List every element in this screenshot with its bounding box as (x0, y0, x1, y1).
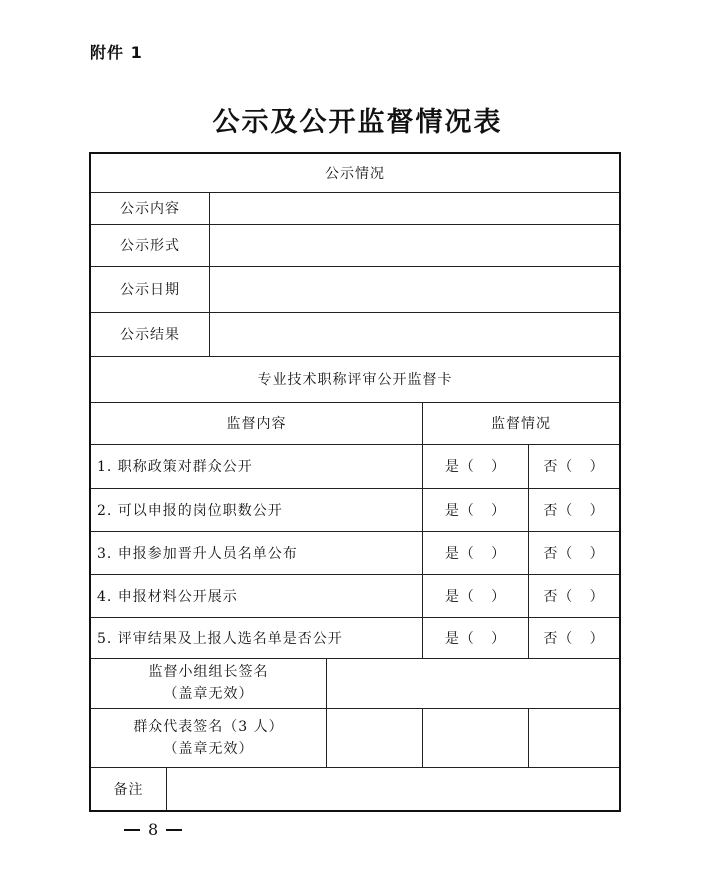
representative-signature-field-2[interactable] (423, 708, 528, 767)
yes-checkbox-5[interactable]: 是（ ） (444, 630, 507, 647)
publicity-result-field[interactable] (210, 312, 619, 356)
supervision-item-5: 5. 评审结果及上报人选名单是否公开 (97, 630, 343, 647)
publicity-date-field[interactable] (210, 266, 619, 312)
supervision-status-header: 监督情况 (491, 416, 551, 432)
page-number: 8 (148, 820, 159, 839)
publicity-content-label: 公示内容 (120, 201, 180, 217)
form-title: 公示及公开监督情况表 (212, 107, 503, 138)
supervision-item-4: 4. 申报材料公开展示 (97, 588, 238, 605)
yes-checkbox-4[interactable]: 是（ ） (444, 588, 507, 605)
publicity-content-field[interactable] (210, 192, 619, 224)
remarks-label: 备注 (113, 781, 144, 798)
publicity-section-title: 公示情况 (325, 166, 385, 182)
representative-signature-field-1[interactable] (327, 708, 422, 767)
yes-checkbox-1[interactable]: 是（ ） (444, 459, 507, 475)
leader-signature-field[interactable] (327, 658, 619, 708)
page-footer (124, 820, 182, 839)
no-checkbox-2[interactable]: 否（ ） (543, 502, 605, 519)
yes-checkbox-2[interactable]: 是（ ） (444, 502, 507, 519)
representative-signature-note: （盖章无效） (163, 740, 254, 757)
no-checkbox-5[interactable]: 否（ ） (543, 630, 605, 647)
publicity-form-field[interactable] (210, 224, 619, 266)
representative-signature-field-3[interactable] (529, 708, 619, 767)
supervision-content-header: 监督内容 (226, 416, 287, 432)
representative-signature-title: 群众代表签名（3 人） (133, 718, 284, 735)
supervision-item-2: 2. 可以申报的岗位职数公开 (97, 502, 283, 519)
supervision-card-title: 专业技术职称评审公开监督卡 (257, 372, 453, 388)
leader-signature-label (91, 658, 326, 708)
attachment-label: 附件 1 (90, 43, 143, 62)
representative-signature-label (91, 708, 326, 767)
footer-dash-left (124, 829, 140, 831)
supervision-form-table (89, 152, 621, 812)
remarks-field[interactable] (167, 767, 619, 810)
publicity-result-label: 公示结果 (120, 327, 180, 343)
no-checkbox-4[interactable]: 否（ ） (543, 588, 605, 605)
publicity-date-label: 公示日期 (120, 282, 180, 298)
supervision-item-1: 1. 职称政策对群众公开 (97, 459, 253, 475)
yes-checkbox-3[interactable]: 是（ ） (444, 545, 507, 562)
no-checkbox-1[interactable]: 否（ ） (543, 459, 605, 475)
supervision-item-3: 3. 申报参加晋升人员名单公布 (97, 545, 298, 562)
leader-signature-title: 监督小组组长签名 (148, 664, 269, 680)
no-checkbox-3[interactable]: 否（ ） (543, 545, 605, 562)
leader-signature-note: （盖章无效） (163, 686, 254, 702)
publicity-form-label: 公示形式 (120, 238, 180, 254)
footer-dash-right (166, 829, 182, 831)
